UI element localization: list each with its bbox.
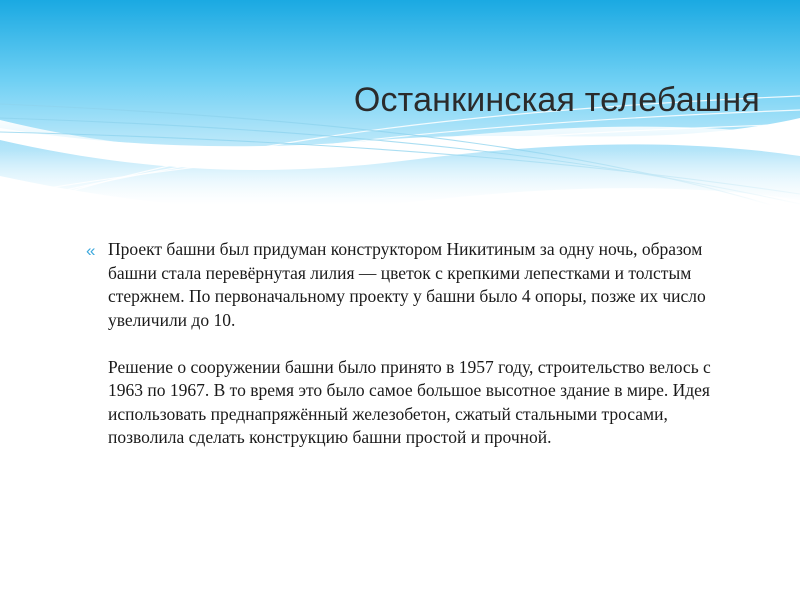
body-paragraph-2: Решение о сооружении башни было принято в 1957 году, строительство велось с 1963 по 1967. В то время это было самое большое высотное здание в мире. Идея использовать преднапряжённый железобетон, сжатый стальными тросами, позволила сделать конструкцию башни простой и прочной. bbox=[108, 356, 711, 447]
bullet-marker-icon: « bbox=[86, 241, 96, 260]
body-paragraph-1: Проект башни был придуман конструктором Никитиным за одну ночь, образом башни стала перевёрнутая лилия — цветок с крепкими лепестками и толстым стержнем. По первоначальному проекту у башни было 4 опоры, позже их число увеличили до 10. bbox=[108, 239, 706, 330]
slide-body bbox=[84, 238, 724, 450]
slide-title: Останкинская телебашня bbox=[353, 80, 760, 119]
list-item bbox=[84, 238, 724, 450]
